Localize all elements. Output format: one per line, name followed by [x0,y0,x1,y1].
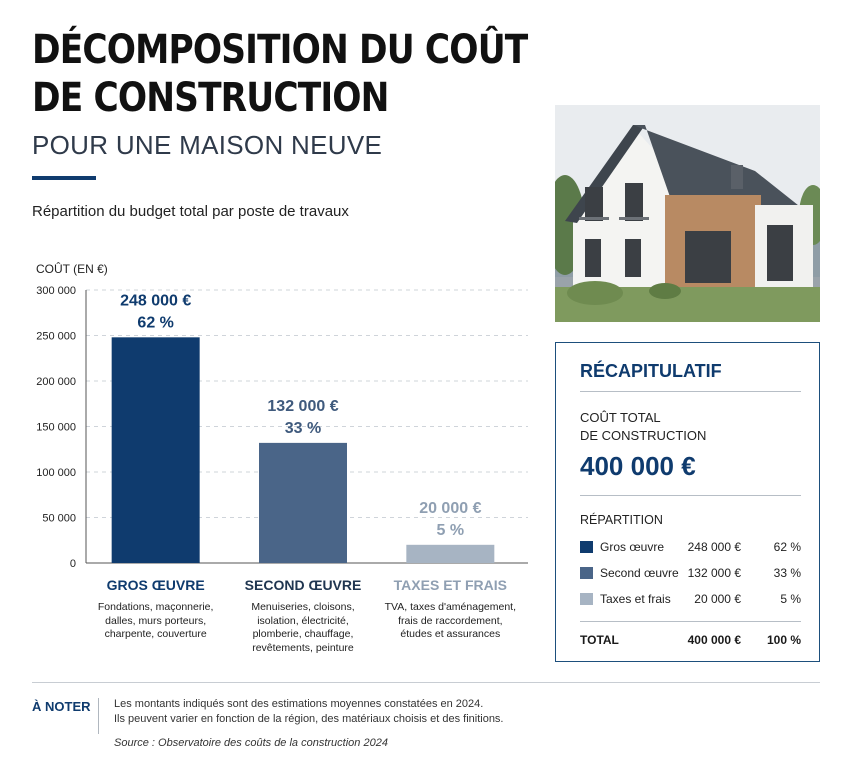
recap-total-label-line-1: COÛT TOTAL [580,410,661,425]
recap-row-percent: 5 % [780,592,801,606]
bar-second [259,443,347,563]
recap-row-gros-oeuvre [580,539,801,555]
page-subtitle: POUR UNE MAISON NEUVE [32,130,383,160]
legend-swatch [580,567,593,579]
recap-row-name: Taxes et frais [600,592,671,606]
y-tick-label: 0 [69,558,76,570]
legend-swatch [580,593,593,605]
recap-total-label [580,409,706,445]
recap-row-second-oeuvre [580,565,801,581]
recap-row-percent: 33 % [773,566,801,580]
recap-total-row-percent: 100 % [766,633,801,647]
recap-total-row-amount: 400 000 € [687,633,741,647]
x-category-label: SECOND ŒUVRE [244,577,362,593]
recap-repartition-label: RÉPARTITION [580,513,663,527]
category-description-line: dalles, murs porteurs, [105,614,207,627]
footer-divider [32,682,820,683]
y-tick-label: 100 000 [36,467,76,479]
note-line-2: Ils peuvent varier en fonction de la région, des matériaux choisis et des finitions. [114,713,504,725]
y-tick-label: 200 000 [36,376,76,388]
page-title-line-2: DE CONSTRUCTION [32,75,389,121]
y-tick-label: 150 000 [36,421,76,434]
note-line-1: Les montants indiqués sont des estimations moyennes constatées en 2024. [114,698,484,710]
bar-value-label: 132 000 € [267,397,339,415]
note-source: Source : Observatoire des coûts de la construction 2024 [114,737,388,749]
category-description-line: TVA, taxes d'aménagement, [384,601,517,613]
recap-divider [580,621,801,622]
category-description-line: isolation, électricité, [257,614,349,627]
house-photo [555,105,820,322]
recap-row-amount: 132 000 € [687,566,741,580]
title-accent-rule [32,176,96,180]
category-description-line: Fondations, maçonnerie, [97,601,214,613]
category-description [228,601,378,655]
house-illustration [555,105,820,322]
y-axis-label: COÛT (EN €) [36,262,108,276]
page-title-line-1: DÉCOMPOSITION DU COÛT [32,27,528,73]
note-text [114,697,504,727]
y-tick-label: 300 000 [36,285,76,297]
page-title [32,26,528,122]
bar-percent-label: 5 % [436,521,465,539]
recap-row-percent: 62 % [773,540,801,554]
recap-divider [580,495,801,496]
recap-row-amount: 248 000 € [687,540,741,554]
recap-row-amount: 20 000 € [694,592,741,606]
x-category-label: GROS ŒUVRE [106,577,205,593]
category-description-line: études et assurances [400,628,501,640]
recap-total-label-line-2: DE CONSTRUCTION [580,428,707,443]
bar-value-label: 248 000 € [120,292,192,310]
y-tick-label: 250 000 [36,330,76,343]
bar-percent-label: 62 % [137,314,174,332]
x-category-label: TAXES ET FRAIS [393,577,507,593]
category-description [375,601,525,642]
category-description [81,601,231,642]
legend-swatch [580,541,593,553]
category-description-line: plomberie, chauffage, [252,628,354,640]
category-description-line: charpente, couverture [104,628,207,640]
bar-value-label: 20 000 € [419,499,482,517]
recap-total-row-name: TOTAL [580,633,619,647]
recap-row-name: Second œuvre [600,566,679,580]
note-separator [98,698,99,734]
category-description-line: Menuiseries, cloisons, [251,601,355,613]
y-tick-label: 50 000 [42,512,76,525]
bar-gros [112,337,200,563]
recap-panel [555,342,820,662]
category-description-line: revêtements, peinture [252,641,354,654]
recap-row-name: Gros œuvre [600,540,665,554]
recap-title: RÉCAPITULATIF [580,361,722,381]
bar-percent-label: 33 % [284,419,322,437]
bar-chart [0,255,540,675]
recap-total-value: 400 000 € [580,451,696,481]
bar-taxes [406,545,494,563]
recap-row-taxes-frais [580,591,801,607]
category-description-line: frais de raccordement, [398,614,503,627]
recap-divider [580,391,801,392]
chart-intro-text: Répartition du budget total par poste de travaux [32,203,349,220]
note-tag: À NOTER [32,699,91,714]
